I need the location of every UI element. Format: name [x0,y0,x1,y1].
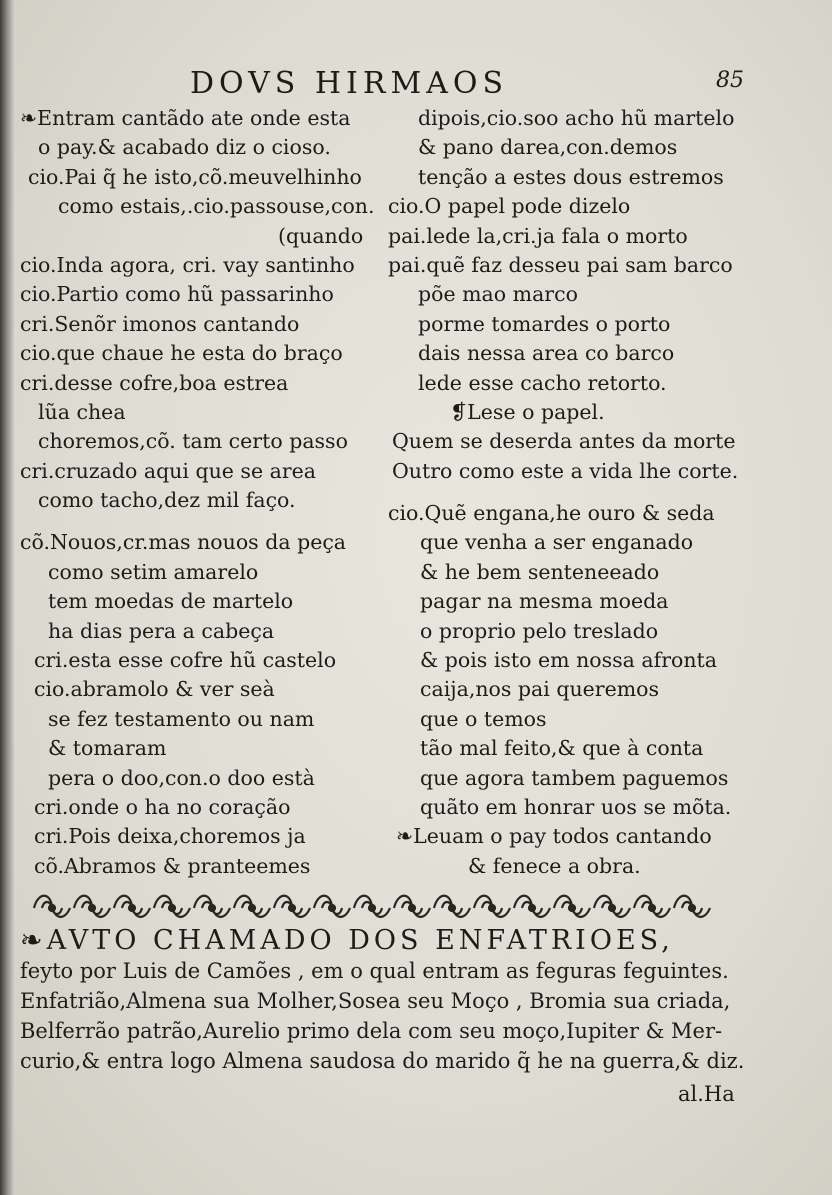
ornament-dot [609,905,615,911]
verse-line: cri.Pois deixa,choremos ja [34,824,306,849]
verse-line: cri.cruzado aqui que se area [20,458,316,483]
verse-line: como setim amarelo [48,559,259,584]
verse-line: cri.esta esse cofre hũ castelo [34,648,337,673]
verse-line: põe mao marco [418,282,578,307]
ornament-dot [369,905,375,911]
argument-block [20,926,780,1076]
binding-gutter [0,0,14,1195]
ornament-dot [569,905,575,911]
verse-line: quãto em honrar uos se mõta. [420,794,732,819]
ornament-dot [689,905,695,911]
argument-line: Enfatrião,Almena sua Molher,Sosea seu Moço , Bromia sua criada, [20,989,731,1013]
verse-line: ha dias pera a cabeça [48,618,275,643]
ornament-dot [649,905,655,911]
verse-line: cõ.Nouos,cr.mas nouos da peça [20,530,347,555]
ornamental-border [32,888,712,928]
verse-line: cio.Quẽ engana,he ouro & seda [388,501,715,526]
verse-line: cõ.Abramos & pranteemes [34,853,311,878]
verse-line: como estais,.cio.passouse,con. [58,194,375,219]
verse-line: o proprio pelo treslado [420,618,659,643]
verse-line: pagar na mesma moeda [420,589,669,614]
verse-line: cri.onde o ha no coração [34,794,291,819]
verse-line: que venha a ser enganado [420,530,694,555]
verse-line: o pay.& acabado diz o cioso. [38,135,331,160]
verse-line: & pano darea,con.demos [418,135,678,160]
verse-line: cri.Senõr imonos cantando [20,311,300,336]
verse-line: & pois isto em nossa afronta [420,648,718,673]
verse-line: cio.Partio como hũ passarinho [20,282,334,307]
verse-line: tenção a estes dous estremos [418,164,724,189]
verse-line: ❡Lese o papel. [450,399,605,424]
verse-line: tão mal feito,& que à conta [420,736,704,761]
verse-line: cio.que chaue he esta do braço [20,341,343,366]
catchword: al.Ha [678,1082,735,1106]
ornament-dot [89,905,95,911]
verse-line: (quando [278,223,364,248]
verse-line [388,486,760,499]
right-text-column [388,104,760,881]
ornament-dot [409,905,415,911]
verse-line: dais nessa area co barco [418,341,675,366]
verse-line: & tomaram [48,736,167,761]
argument-line: Belferrão patrão,Aurelio primo dela com seu moço,Iupiter & Mer- [20,1019,723,1043]
verse-line: que agora tambem paguemos [420,765,729,790]
running-head [0,66,832,106]
verse-line: porme tomardes o porto [418,311,671,336]
verse-line: cio.O papel pode dizelo [388,194,631,219]
ornament-dot [249,905,255,911]
verse-line: pera o doo,con.o doo està [48,765,315,790]
ornament-dot [169,905,175,911]
verse-line: Quem se deserda antes da morte [392,429,736,454]
argument-line: feyto por Luis de Camões , em o qual entram as feguras feguintes. [20,959,729,983]
verse-line: choremos,cõ. tam certo passo [38,429,348,454]
ornament-dot [129,905,135,911]
argument-title: ❧AVTO CHAMADO DOS ENFATRIOES, [20,925,674,956]
folio-number: 85 [716,68,744,93]
verse-line: como tacho,dez mil faço. [38,488,296,513]
ornament-dot [449,905,455,911]
verse-line [20,515,382,528]
verse-line: caija,nos pai queremos [420,677,660,702]
verse-line: & fenece a obra. [468,853,641,878]
left-text-column [20,104,382,881]
argument-line: curio,& entra logo Almena saudosa do marido q̃ he na guerra,& diz. [20,1049,745,1073]
verse-line: ❧Leuam o pay todos cantando [396,824,712,849]
verse-line: pai.lede la,cri.ja fala o morto [388,223,688,248]
verse-line: pai.quẽ faz desseu pai sam barco [388,252,733,277]
ornament-dot [209,905,215,911]
verse-line: lede esse cacho retorto. [418,370,667,395]
verse-line: cio.abramolo & ver seà [34,677,275,702]
verse-line: ❧Entram cantãdo ate onde esta [20,106,351,130]
ornament-dot [49,905,55,911]
verse-line: cio.Pai q̃ he isto,cõ.meuvelhinho [28,164,362,189]
running-title: DOVS HIRMAOS [190,66,509,101]
verse-line: Outro como este a vida lhe corte. [392,458,739,483]
verse-line: cri.desse cofre,boa estrea [20,370,289,395]
verse-line: que o temos [420,706,547,731]
verse-line: lũa chea [38,399,126,424]
ornament-dot [329,905,335,911]
verse-line: se fez testamento ou nam [48,706,315,731]
verse-line: & he bem senteneeado [420,559,660,584]
verse-line: tem moedas de martelo [48,589,294,614]
ornament-dot [529,905,535,911]
ornament-dot [289,905,295,911]
ornament-dot [489,905,495,911]
verse-line: dipois,cio.soo acho hũ martelo [418,106,735,130]
verse-line: cio.Inda agora, cri. vay santinho [20,252,355,277]
